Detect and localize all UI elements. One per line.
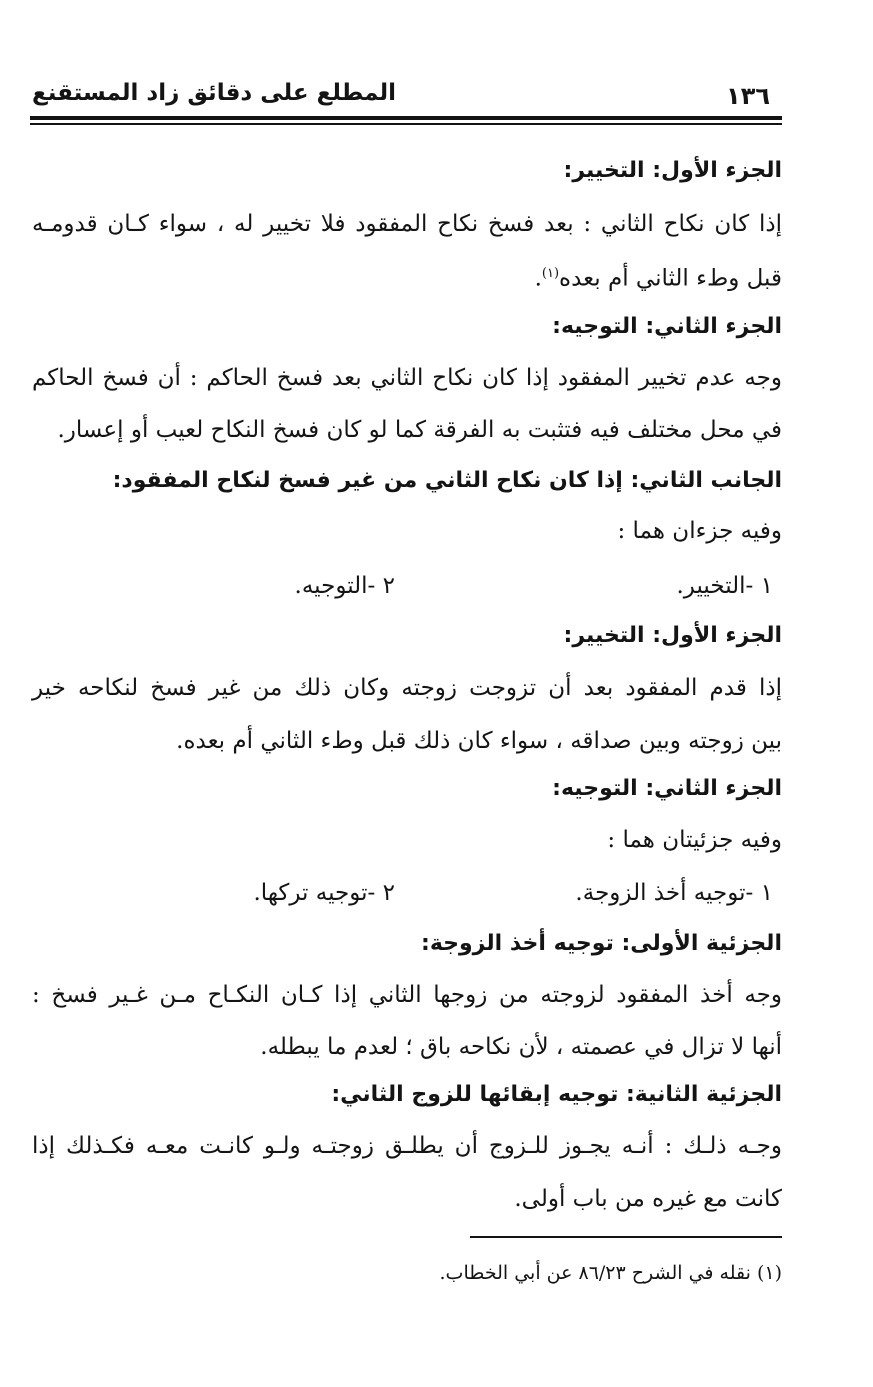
footnote-separator xyxy=(470,1236,782,1238)
heading-part-two-rationale: الجزء الثاني: التوجيه: xyxy=(552,776,782,801)
paragraph-line: أنها لا تزال في عصمته ، لأن نكاحه باق ؛ لعدم ما يبطله. xyxy=(260,1034,782,1060)
paragraph-line: وفيه جزءان هما : xyxy=(617,518,782,544)
page-header xyxy=(30,78,782,114)
paragraph-line: كانت مع غيره من باب أولى. xyxy=(514,1186,782,1212)
heading-second-aspect: الجانب الثاني: إذا كان نكاح الثاني من غير فسخ لنكاح المفقود: xyxy=(112,468,782,493)
paragraph-line-text: قبل وطء الثاني أم بعده xyxy=(559,265,782,292)
list-item-rationale: ٢ -التوجيه. xyxy=(294,573,395,599)
footnote-marker: (١) xyxy=(541,266,560,281)
paragraph-line: بين زوجته وبين صداقه ، سواء كان ذلك قبل وطء الثاني أم بعده. xyxy=(176,728,782,754)
header-rule-thin xyxy=(30,123,782,125)
header-rule-thick xyxy=(30,116,782,120)
list-item-taking-wife: ١ -توجيه أخذ الزوجة. xyxy=(575,880,773,906)
paragraph-line: وفيه جزئيتان هما : xyxy=(607,827,782,853)
paragraph-line: في محل مختلف فيه فتثبت به الفرقة كما لو كان فسخ النكاح لعيب أو إعسار. xyxy=(57,417,782,443)
paragraph-line: وجـه ذلـك : أنـه يجـوز للـزوج أن يطلـق زوجتـه ولـو كانـت معـه فكـذلك إذا xyxy=(32,1133,782,1159)
list-item-choice: ١ -التخيير. xyxy=(676,573,773,599)
heading-part-one-choice: الجزء الأول: التخيير: xyxy=(563,623,782,648)
heading-subpart-one: الجزئية الأولى: توجيه أخذ الزوجة: xyxy=(421,931,782,956)
paragraph-line: وجه أخذ المفقود لزوجته من زوجها الثاني إذا كـان النكـاح مـن غـير فسخ : xyxy=(32,982,782,1008)
footnote: (١) نقله في الشرح ٨٦/٢٣ عن أبي الخطاب. xyxy=(439,1262,782,1284)
heading-subpart-two: الجزئية الثانية: توجيه إبقائها للزوج الثاني: xyxy=(331,1082,782,1107)
page-number: ١٣٦ xyxy=(726,82,770,110)
paragraph-line-end: . xyxy=(534,265,542,292)
paragraph-line: إذا كان نكاح الثاني : بعد فسخ نكاح المفقود فلا تخيير له ، سواء كـان قدومـه xyxy=(32,211,782,237)
paragraph-line xyxy=(32,257,782,296)
list-item-leaving-her: ٢ -توجيه تركها. xyxy=(253,880,395,906)
heading-part-one-choice: الجزء الأول: التخيير: xyxy=(563,158,782,183)
running-title: المطلع على دقائق زاد المستقنع xyxy=(32,80,397,106)
paragraph-line: إذا قدم المفقود بعد أن تزوجت زوجته وكان ذلك من غير فسخ لنكاحه خير xyxy=(32,675,782,701)
heading-part-two-rationale: الجزء الثاني: التوجيه: xyxy=(552,314,782,339)
paragraph-line: وجه عدم تخيير المفقود إذا كان نكاح الثاني بعد فسخ الحاكم : أن فسخ الحاكم xyxy=(32,365,782,391)
